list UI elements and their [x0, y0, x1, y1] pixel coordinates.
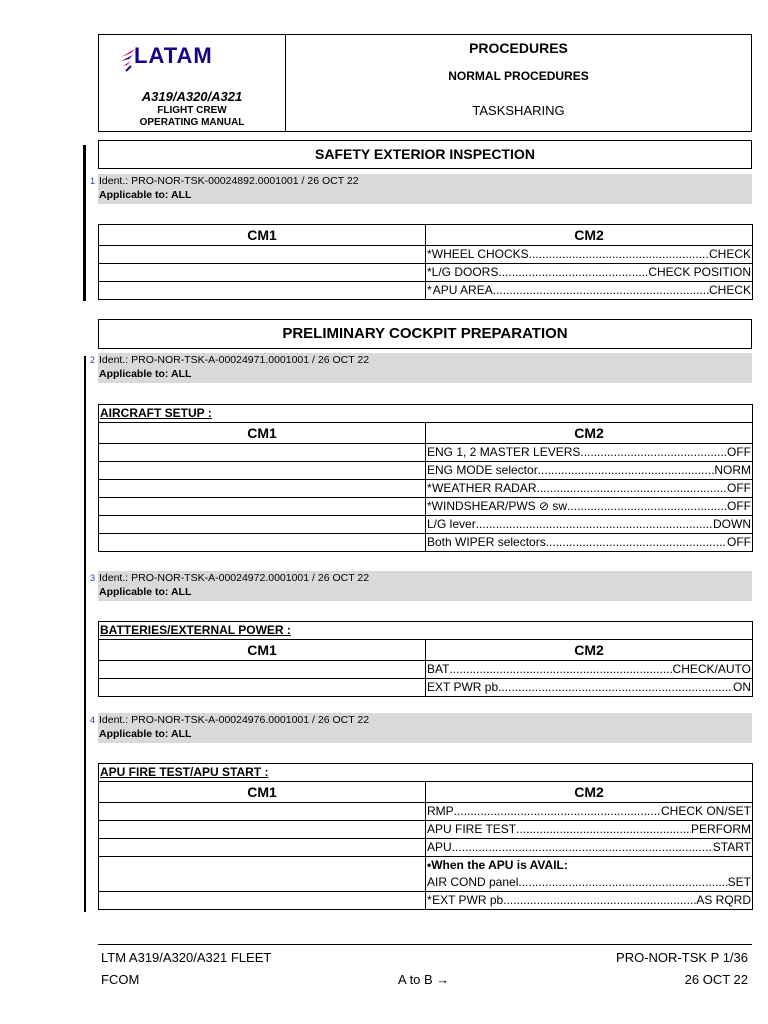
cm1-header: CM1: [99, 225, 426, 246]
item-label: WHEEL CHOCKS: [431, 247, 529, 261]
cm2-header: CM2: [426, 225, 753, 246]
table-row: [99, 821, 753, 839]
item-label: Both WIPER selectors: [427, 535, 546, 549]
aircraft-model: A319/A320/A321: [141, 89, 243, 104]
table-row: [99, 462, 753, 480]
safety-exterior-title: SAFETY EXTERIOR INSPECTION: [98, 140, 752, 169]
item-value: CHECK ON/SET: [661, 804, 752, 818]
footer-date: 26 OCT 22: [684, 972, 748, 987]
flight-crew-label: FLIGHT CREW: [157, 105, 227, 116]
applicable-text: Applicable to: ALL: [99, 368, 192, 380]
ident-block: [98, 571, 752, 601]
table-row: [99, 803, 753, 821]
item-label: WINDSHEAR/PWS ⊘ sw: [431, 499, 568, 513]
applicable-text: Applicable to: ALL: [99, 728, 192, 740]
cm1-header: CM1: [99, 782, 426, 803]
table-row: * WHEEL CHOCKS ..... CHECK: [99, 246, 753, 264]
item-value: START: [712, 840, 752, 854]
item-value: CHECK/AUTO: [672, 662, 751, 676]
revision-bar: [84, 356, 86, 912]
revision-bar: [83, 145, 86, 301]
condition-text: •When the APU is AVAIL:: [427, 858, 568, 872]
table-row: [99, 661, 753, 679]
item-label: ENG 1, 2 MASTER LEVERS: [427, 445, 581, 459]
applicable-text: Applicable to: ALL: [99, 189, 192, 201]
item-value: CHECK: [708, 247, 751, 261]
table-row: [99, 839, 753, 857]
header-right-panel: [286, 35, 751, 131]
apu-table: [98, 763, 753, 910]
preliminary-cockpit-title: PRELIMINARY COCKPIT PREPARATION: [98, 319, 752, 349]
table-row: * WINDSHEAR/PWS ⊘ sw ..... OFF: [99, 498, 753, 516]
item-label: L/G DOORS: [431, 265, 499, 279]
item-value: SET: [727, 875, 752, 889]
revision-number: 2: [90, 355, 96, 365]
item-value: CHECK POSITION: [648, 265, 751, 279]
cm1-header: CM1: [99, 423, 426, 444]
footer-page: PRO-NOR-TSK P 1/36: [616, 950, 748, 965]
revision-number: 3: [90, 573, 96, 583]
item-label: ENG MODE selector: [427, 463, 538, 477]
page-header: [98, 34, 752, 132]
item-label: L/G lever: [427, 517, 476, 531]
cm2-header: CM2: [426, 782, 753, 803]
applicable-text: Applicable to: ALL: [99, 586, 192, 598]
table-row: [99, 534, 753, 552]
table-row: * EXT PWR pb ..... AS RQRD: [99, 892, 753, 910]
item-value: DOWN: [713, 517, 751, 531]
ident-text: Ident.: PRO-NOR-TSK-A-00024976.0001001 / 26 OCT 22: [99, 714, 370, 726]
item-value: PERFORM: [691, 822, 752, 836]
item-label: EXT PWR pb: [427, 680, 499, 694]
ident-block: [98, 353, 752, 383]
cm2-header: CM2: [426, 640, 753, 661]
cm2-header: CM2: [426, 423, 753, 444]
aircraft-setup-heading: AIRCRAFT SETUP :: [99, 405, 753, 423]
cm1-header: CM1: [99, 640, 426, 661]
item-label: APU FIRE TEST: [427, 822, 517, 836]
item-label: WEATHER RADAR: [432, 481, 537, 495]
item-value: OFF: [727, 445, 751, 459]
ident-block: [98, 713, 752, 743]
item-label: RMP: [427, 804, 454, 818]
table-row: * L/G DOORS ..... CHECK POSITION: [99, 264, 753, 282]
item-label: AIR COND panel: [427, 875, 519, 889]
footer-range: A to B →: [398, 972, 450, 987]
table-row: [99, 679, 753, 697]
item-value: OFF: [727, 499, 751, 513]
header-left-panel: [99, 35, 286, 131]
ident-text: Ident.: PRO-NOR-TSK-00024892.0001001 / 26 OCT 22: [99, 175, 359, 187]
ident-text: Ident.: PRO-NOR-TSK-A-00024971.0001001 / 26 OCT 22: [99, 354, 370, 366]
section-title: PROCEDURES: [469, 40, 568, 56]
ident-text: Ident.: PRO-NOR-TSK-A-00024972.0001001 / 26 OCT 22: [99, 572, 370, 584]
item-value: OFF: [727, 481, 751, 495]
item-label: APU AREA: [432, 283, 493, 297]
revision-number: 1: [90, 176, 96, 186]
safety-exterior-table: [98, 224, 753, 300]
item-label: BAT: [427, 662, 450, 676]
item-value: CHECK: [708, 283, 751, 297]
table-row: * APU AREA ..... CHECK: [99, 282, 753, 300]
revision-number: 4: [90, 715, 96, 725]
item-value: ON: [733, 680, 751, 694]
item-label: EXT PWR pb: [432, 893, 504, 907]
topic-title: TASKSHARING: [472, 103, 565, 118]
table-row: * WEATHER RADAR ..... OFF: [99, 480, 753, 498]
item-value: AS RQRD: [696, 893, 752, 907]
item-value: OFF: [727, 535, 751, 549]
batteries-table: [98, 621, 753, 697]
item-label: APU: [427, 840, 452, 854]
subsection-title: NORMAL PROCEDURES: [448, 69, 589, 83]
footer-fcom: FCOM: [101, 972, 140, 987]
table-row: [99, 444, 753, 462]
logo-text: LATAM: [134, 43, 213, 68]
table-row: [99, 516, 753, 534]
apu-heading: APU FIRE TEST/APU START :: [99, 764, 753, 782]
batteries-heading: BATTERIES/EXTERNAL POWER :: [99, 622, 753, 640]
footer-fleet: LTM A319/A320/A321 FLEET: [101, 950, 272, 965]
aircraft-setup-table: [98, 404, 753, 552]
operating-manual-label: OPERATING MANUAL: [139, 117, 245, 128]
table-row: [99, 857, 753, 892]
footer-divider: [98, 944, 752, 945]
ident-block: [98, 174, 752, 204]
item-value: NORM: [714, 463, 751, 477]
